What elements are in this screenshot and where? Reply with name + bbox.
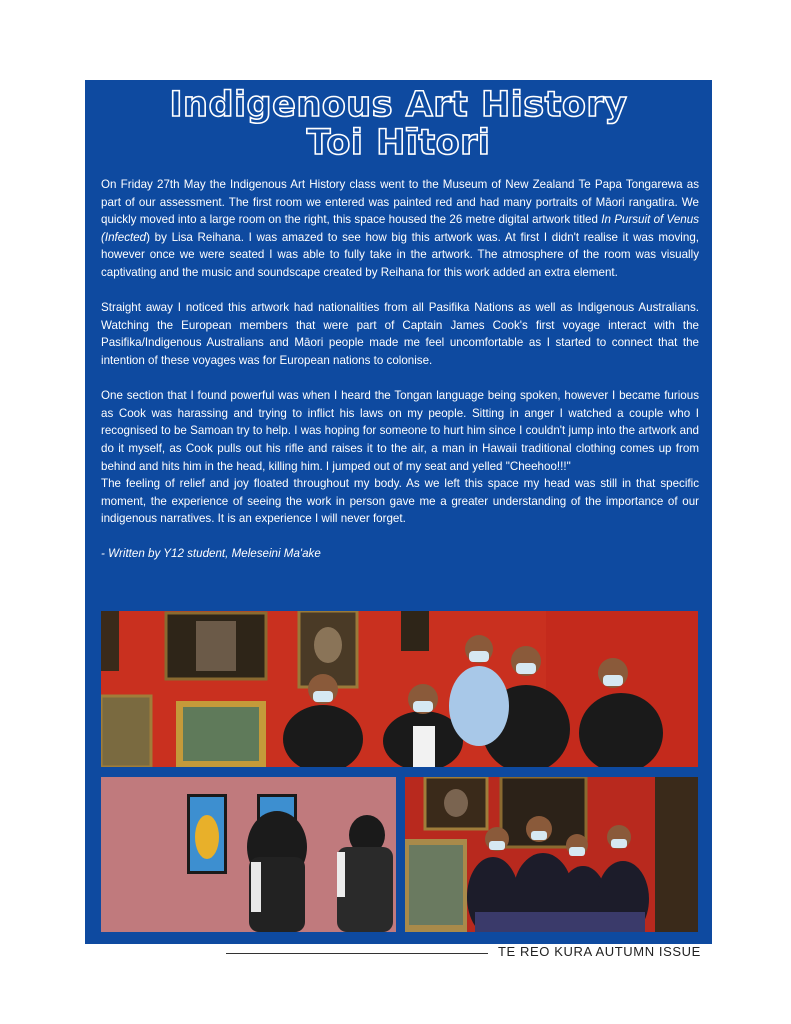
paragraph-1-start: On Friday 27th May the Indigenous Art History class went to the Museum of New Zealand Te Papa Tongarewa as part of our assessment. The first room we entered was painted red and had many portraits of Māori rangatira. We quickly moved into a large room on the right, this space housed the 26 metre digital artwork titled	[101, 178, 699, 227]
artwork-title: In Pursuit of Venus (Infected	[101, 213, 700, 244]
students-viewing-paintings-photo	[101, 777, 396, 932]
group-photo-portraits	[405, 777, 698, 932]
article-subtitle: Toi Hītori	[306, 123, 491, 163]
footer-rule	[226, 953, 488, 954]
viewing-photo-illustration	[101, 777, 396, 932]
paragraph-3: One section that I found powerful was when I heard the Tongan language being spoken, however I became furious as Cook was harassing and trying to inflict his laws on my people. Sitting in anger I watched a couple who I recognised to be Samoan try to help. I was hoping for someone to hurt him since I couldn't jump into the artwork and do it myself, as Cook pulls out his rifle and raises it to the air, a man in Hawaii traditional clothing comes up from behind and hits him in the head, killing him. I jumped out of my seat and yelled "Cheehoo!!!"	[101, 389, 699, 473]
paragraph-1	[101, 176, 699, 282]
group-photo-gallery	[101, 611, 698, 767]
author-credit: - Written by Y12 student, Meleseini Ma'ake	[101, 547, 321, 561]
paragraph-2: Straight away I noticed this artwork had nationalities from all Pasifika Nations as well as Indigenous Australians. Watching the European members that were part of Captain James Cook's first voyage interact with the Pasifika/Indigenous Australians and Māori people made me feel uncomfortable as I started to connect that the intention of these voyages was for European nations to colonise.	[101, 301, 699, 367]
article-panel	[85, 80, 712, 944]
group-photo-illustration	[101, 611, 698, 767]
portraits-photo-illustration	[405, 777, 698, 932]
issue-footer: TE REO KURA AUTUMN ISSUE	[498, 944, 701, 959]
paragraph-4: The feeling of relief and joy floated throughout my body. As we left this space my head was still in that specific moment, the experience of seeing the work in person gave me a greater understanding of the importance of our indigenous narratives. It is an experience I will never forget.	[101, 477, 699, 526]
paragraph-1-end: ) by Lisa Reihana. I was amazed to see how big this artwork was. At first I didn't realise it was moving, however once we were seated I was able to fully take in the artwork. The atmosphere of the room was visually captivating and the music and soundscape created by Reihana for this work added an extra element.	[101, 230, 699, 279]
article-body	[101, 176, 699, 581]
article-title: Indigenous Art History	[169, 85, 628, 125]
